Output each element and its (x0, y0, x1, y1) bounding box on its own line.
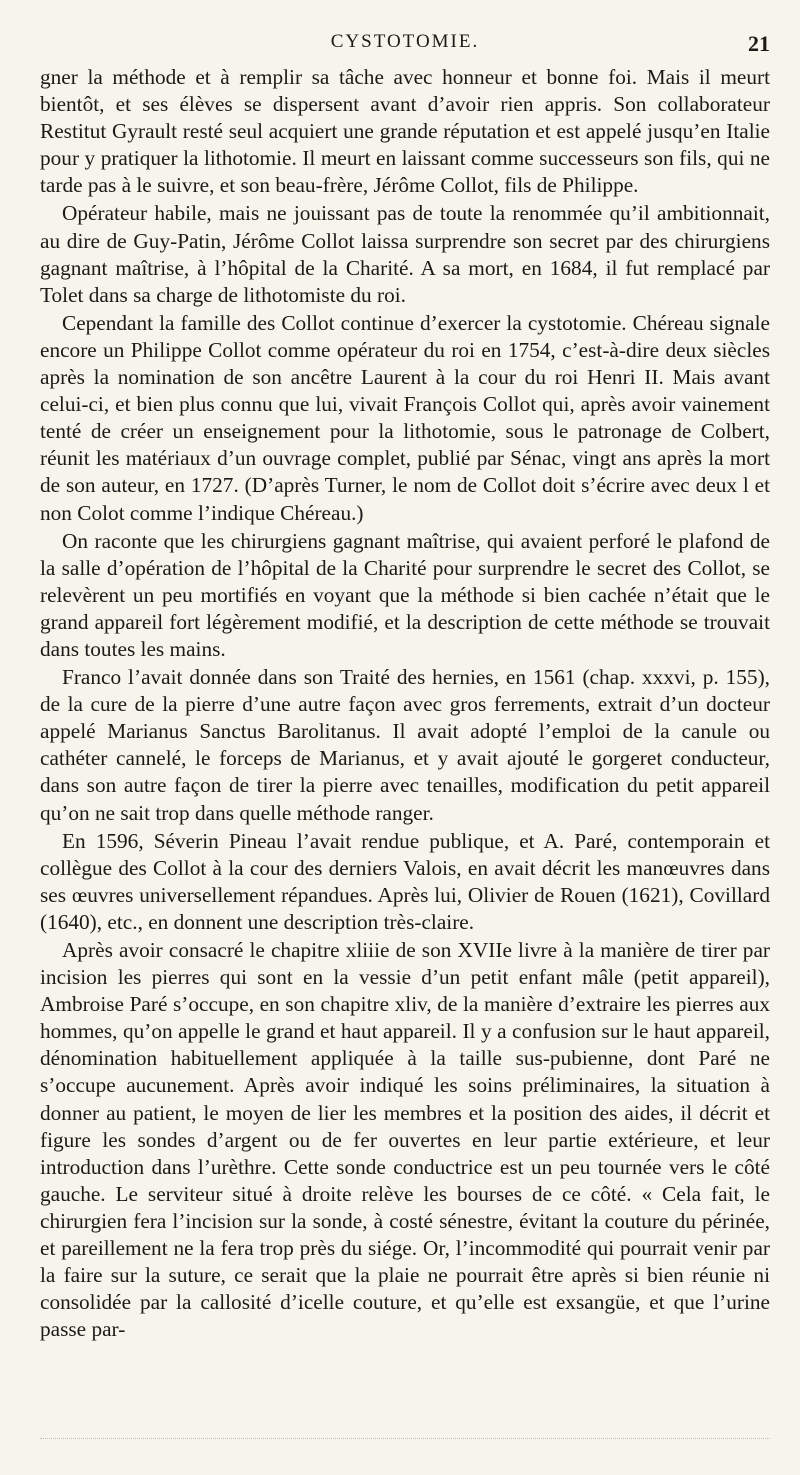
paragraph-continuation: gner la méthode et à remplir sa tâche avec honneur et bonne foi. Mais il meurt bientôt, et ses élèves se dispersent avant d’avoir rien appris. Son collaborateur Restitut Gyrault resté seul acquiert une grande réputation et est appelé jusqu’en Italie pour y pratiquer la lithotomie. Il meurt en laissant comme successeurs son fils, qui ne tarde pas à le suivre, et son beau-frère, Jérôme Collot, fils de Philippe. (40, 65, 770, 198)
page-number: 21 (748, 31, 770, 56)
paragraph-collot-family: Cependant la famille des Collot continue d’exercer la cystotomie. Chéreau signale encore un Philippe Collot comme opérateur du roi en 1754, c’est-à-dire deux siècles après la nomination de son ancêtre Laurent à la cour du roi Henri II. Mais avant celui-ci, et bien plus connu que lui, vivait François Collot qui, après avoir vainement tenté de créer un enseignement pour la lithotomie, sous le patronage de Colbert, réunit les matériaux d’un ouvrage complet, publié par Sénac, vingt ans après la mort de son auteur, en 1727. (D’après Turner, le nom de Collot doit s’écrire avec deux l et non Colot comme l’indique Chéreau.) (40, 310, 770, 525)
running-title: CYSTOTOMIE. (330, 31, 480, 52)
paragraph-jerome-collot: Opérateur habile, mais ne jouissant pas de toute la renommée qu’il ambitionnait, au dire de Guy-Patin, Jérôme Collot laissa surprendre son secret par des chirurgiens gagnant maîtrise, à l’hôpital de la Charité. A sa mort, en 1684, il fut remplacé par Tolet dans sa charge de lithotomiste du roi. (40, 201, 770, 307)
bottom-bleed-through (40, 1438, 770, 1439)
paragraph-pare-chapitre: Après avoir consacré le chapitre xliiie de son XVIIe livre à la manière de tirer par incision les pierres qui sont en la vessie d’un petit enfant mâle (petit appareil), Ambroise Paré s’occupe, en son chapitre xliv, de la manière d’extraire les pierres aux hommes, qu’on appelle le grand et haut appareil. Il y a confusion sur le haut appareil, dénomination habituellement appliquée à la taille sus-pubienne, dont Paré ne s’occupe aucunement. Après avoir indiqué les soins préliminaires, la situation à donner au patient, le moyen de lier les membres et la position des aides, il décrit et figure les sondes d’argent ou de fer ouvertes en leur partie extérieure, et leur introduction dans l’urèthre. Cette sonde conductrice est un peu tournée vers le côté gauche. Le serviteur situé à droite relève les bourses de ce côté. « Cela fait, le chirurgien fera l’incision sur la sonde, à costé sénestre, évitant la couture du périnée, et pareillement ne la fera trop près du siége. Or, l’incommodité qui pourrait venir par la faire sur la suture, ce serait que la plaie ne pourrait être après si bien réunie ni consolidée par la callosité d’icelle couture, et qu’elle est exsangüe, et que l’urine passe par- (40, 938, 770, 1342)
page-header (40, 31, 770, 57)
paragraph-charite-anecdote: On raconte que les chirurgiens gagnant maîtrise, qui avaient perforé le plafond de la salle d’opération de l’hôpital de la Charité pour surprendre le secret des Collot, se relevèrent un peu mortifiés en voyant que la méthode si bien cachée n’était que le grand appareil fort légèrement modifié, et la description de cette méthode se trouvait dans toutes les mains. (40, 528, 770, 661)
paragraph-pineau-pare: En 1596, Séverin Pineau l’avait rendue publique, et A. Paré, contemporain et collègue des Collot à la cour des derniers Valois, en avait décrit les manœuvres dans ses œuvres universellement répandues. Après lui, Olivier de Rouen (1621), Covillard (1640), etc., en donnent une description très-claire. (40, 828, 770, 934)
paragraph-franco: Franco l’avait donnée dans son Traité des hernies, en 1561 (chap. xxxvi, p. 155), de la cure de la pierre d’une autre façon avec gros ferrements, extrait d’un docteur appelé Marianus Sanctus Barolitanus. Il avait adopté l’emploi de la canule ou cathéter cannelé, le forceps de Marianus, et y avait ajouté le gorgeret conducteur, dans son autre façon de tirer la pierre avec tenailles, modification du petit appareil qu’on ne sait trop dans quelle méthode ranger. (40, 665, 770, 825)
body-text (40, 64, 770, 1343)
